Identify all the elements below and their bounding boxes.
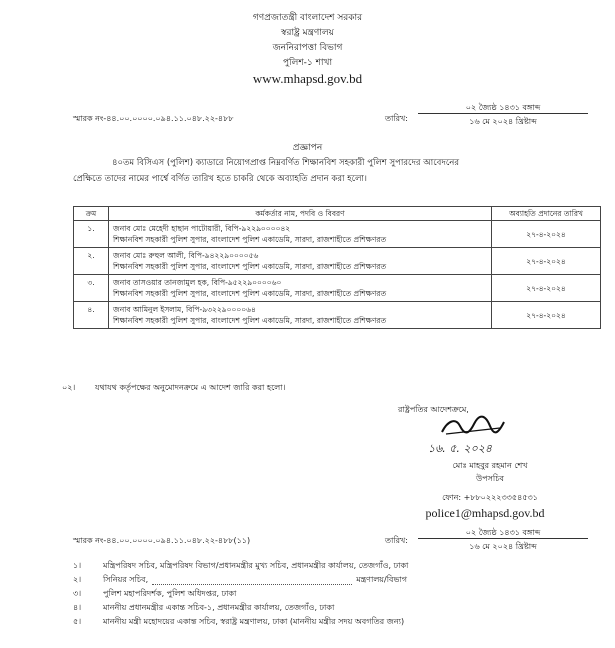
- officer-designation: শিক্ষানবিশ সহকারী পুলিশ সুপার, বাংলাদেশ পুলিশ একাডেমি, সারদা, রাজশাহীতে প্রশিক্ষণরত: [113, 235, 387, 244]
- list-item-number: ১।: [73, 561, 82, 570]
- memo2-date-label: তারিখ:: [385, 536, 408, 545]
- list-item-text: মাননীয় প্রধানমন্ত্রীর একান্ত সচিব-১, প্রধানমন্ত্রীর কার্যালয়, তেজগাঁও, ঢাকা: [103, 603, 335, 612]
- row-release-date: ২৭-৪-২০২৪: [492, 248, 601, 275]
- row-serial: ১.: [74, 221, 109, 248]
- header-line-government: গণপ্রজাতন্ত্রী বাংলাদেশ সরকার: [252, 13, 363, 23]
- list-item: [73, 560, 613, 574]
- intro-line-2: প্রেক্ষিতে তাদের নামের পার্শ্বে বর্ণিত তারিখ হতে চাকরি থেকে অব্যাহতি প্রদান করা হলো।: [73, 174, 367, 184]
- list-item: [73, 602, 613, 616]
- memo2-date-gregorian: ১৬ মে ২০২৪ খ্রিষ্টাব্দ: [469, 542, 537, 551]
- column-header-officer: কর্মকর্তার নাম, পদবি ও বিবরণ: [109, 207, 492, 221]
- list-item: [73, 574, 613, 588]
- table-header-row: [74, 207, 601, 221]
- signer-phone: ফোন: +৮৮০২২২৩৩৫৪৫৩১: [442, 493, 538, 502]
- list-item-text: মন্ত্রিপরিষদ সচিব, মন্ত্রিপরিষদ বিভাগ/প্রধানমন্ত্রীর মুখ্য সচিব, প্রধানমন্ত্রীর কার্যালয়, তেজগাঁও, ঢাকা: [103, 561, 409, 570]
- row-release-date: ২৭-৪-২০২৪: [492, 221, 601, 248]
- table-row: [74, 302, 601, 329]
- memo2-reference: স্মারক নং-৪৪.০০.০০০০.০৯৪.১১.০৪৮.২২-৪৮৮(১১): [73, 536, 251, 545]
- list-item-number: ৩।: [73, 589, 82, 598]
- clause-number: ০২।: [62, 383, 76, 392]
- list-item-text: পুলিশ মহাপরিদর্শক, পুলিশ অধিদপ্তর, ঢাকা: [103, 589, 237, 598]
- release-table: [73, 206, 601, 329]
- memo-date-bangla: ০২ জ্যৈষ্ঠ ১৪৩১ বঙ্গাব্দ: [418, 102, 588, 114]
- signer-email[interactable]: police1@mhapsd.gov.bd: [425, 506, 545, 520]
- table-row: [74, 221, 601, 248]
- list-item-number: ২।: [73, 575, 82, 584]
- row-officer-details: [109, 302, 492, 329]
- officer-name: জনাব তাসওয়ার তানজামুল হক, বিপি-৯৫২২৯০০০০৬০: [113, 278, 282, 287]
- header-website[interactable]: www.mhapsd.gov.bd: [252, 71, 363, 86]
- list-item-text: সিনিয়র সচিব,: [103, 575, 149, 584]
- row-serial: ৩.: [74, 275, 109, 302]
- row-serial: ২.: [74, 248, 109, 275]
- memo-reference: স্মারক নং-৪৪.০০.০০০০.০৯৪.১১.০৪৮.২২-৪৮৮: [73, 114, 234, 123]
- row-serial: ৪.: [74, 302, 109, 329]
- officer-name: জনাব আমিনুল ইসলাম, বিপি-৯৩২২৯০০০০৬৪: [113, 305, 256, 314]
- row-officer-details: [109, 221, 492, 248]
- document-title: প্রজ্ঞাপন: [292, 143, 323, 153]
- signature-date: ১৬. ৫. ২০২৪: [428, 442, 493, 455]
- column-header-release-date: অব্যাহতি প্রদানের তারিখ: [492, 207, 601, 221]
- signer-designation: উপসচিব: [475, 474, 504, 483]
- blank-fill-line: [152, 574, 352, 585]
- row-officer-details: [109, 275, 492, 302]
- list-item-number: ৫।: [73, 617, 82, 626]
- memo2-date-bangla: ০২ জ্যৈষ্ঠ ১৪৩১ বঙ্গাব্দ: [418, 527, 588, 539]
- row-officer-details: [109, 248, 492, 275]
- memo-date-gregorian: ১৬ মে ২০২৪ খ্রিষ্টাব্দ: [469, 117, 537, 126]
- officer-designation: শিক্ষানবিশ সহকারী পুলিশ সুপার, বাংলাদেশ পুলিশ একাডেমি, সারদা, রাজশাহীতে প্রশিক্ষণরত: [113, 289, 387, 298]
- distribution-list: [73, 560, 613, 630]
- officer-designation: শিক্ষানবিশ সহকারী পুলিশ সুপার, বাংলাদেশ পুলিশ একাডেমি, সারদা, রাজশাহীতে প্রশিক্ষণরত: [113, 316, 387, 325]
- header-line-division: জননিরাপত্তা বিভাগ: [272, 43, 343, 53]
- officer-designation: শিক্ষানবিশ সহকারী পুলিশ সুপার, বাংলাদেশ পুলিশ একাডেমি, সারদা, রাজশাহীতে প্রশিক্ষণরত: [113, 262, 387, 271]
- intro-line-1: ৪০তম বিসিএস (পুলিশ) ক্যাডারে নিয়োগপ্রাপ্ত নিম্নবর্ণিত শিক্ষানবিশ সহকারী পুলিশ সুপারদের আবেদনের: [112, 158, 459, 168]
- list-item-suffix: মন্ত্রণালয়/বিভাগ: [356, 575, 407, 584]
- officer-name: জনাব মোঃ রুহুল আলী, বিপি-৯৪২২৯০০০০৫৬: [113, 251, 259, 260]
- list-item-text: মাননীয় মন্ত্রী মহোদয়ের একান্ত সচিব, স্বরাষ্ট্র মন্ত্রণালয়, ঢাকা (মাননীয় মন্ত্রীর সদয় অবগতির জন্য): [103, 617, 405, 626]
- table-row: [74, 275, 601, 302]
- officer-name: জনাব মোঃ মেহেদী হাছান পাটোয়ারী, বিপি-৯২২৯০০০০৪২: [113, 224, 291, 233]
- clause-text: যথাযথ কর্তৃপক্ষের অনুমোদনক্রমে এ আদেশ জারি করা হলো।: [95, 383, 286, 392]
- list-item-number: ৪।: [73, 603, 82, 612]
- signature-image: [438, 414, 508, 440]
- header-line-ministry: স্বরাষ্ট্র মন্ত্রণালয়: [281, 28, 334, 38]
- list-item: [73, 588, 613, 602]
- row-release-date: ২৭-৪-২০২৪: [492, 302, 601, 329]
- header-line-branch: পুলিশ-১ শাখা: [282, 58, 333, 68]
- table-row: [74, 248, 601, 275]
- list-item: [73, 616, 613, 630]
- signer-name: মোঃ মাহবুর রহমান শেখ: [452, 461, 528, 470]
- order-by-text: রাষ্ট্রপতির আদেশক্রমে,: [398, 405, 469, 414]
- column-header-serial: ক্রম: [74, 207, 109, 221]
- row-release-date: ২৭-৪-২০২৪: [492, 275, 601, 302]
- memo-date-label: তারিখ:: [385, 114, 408, 123]
